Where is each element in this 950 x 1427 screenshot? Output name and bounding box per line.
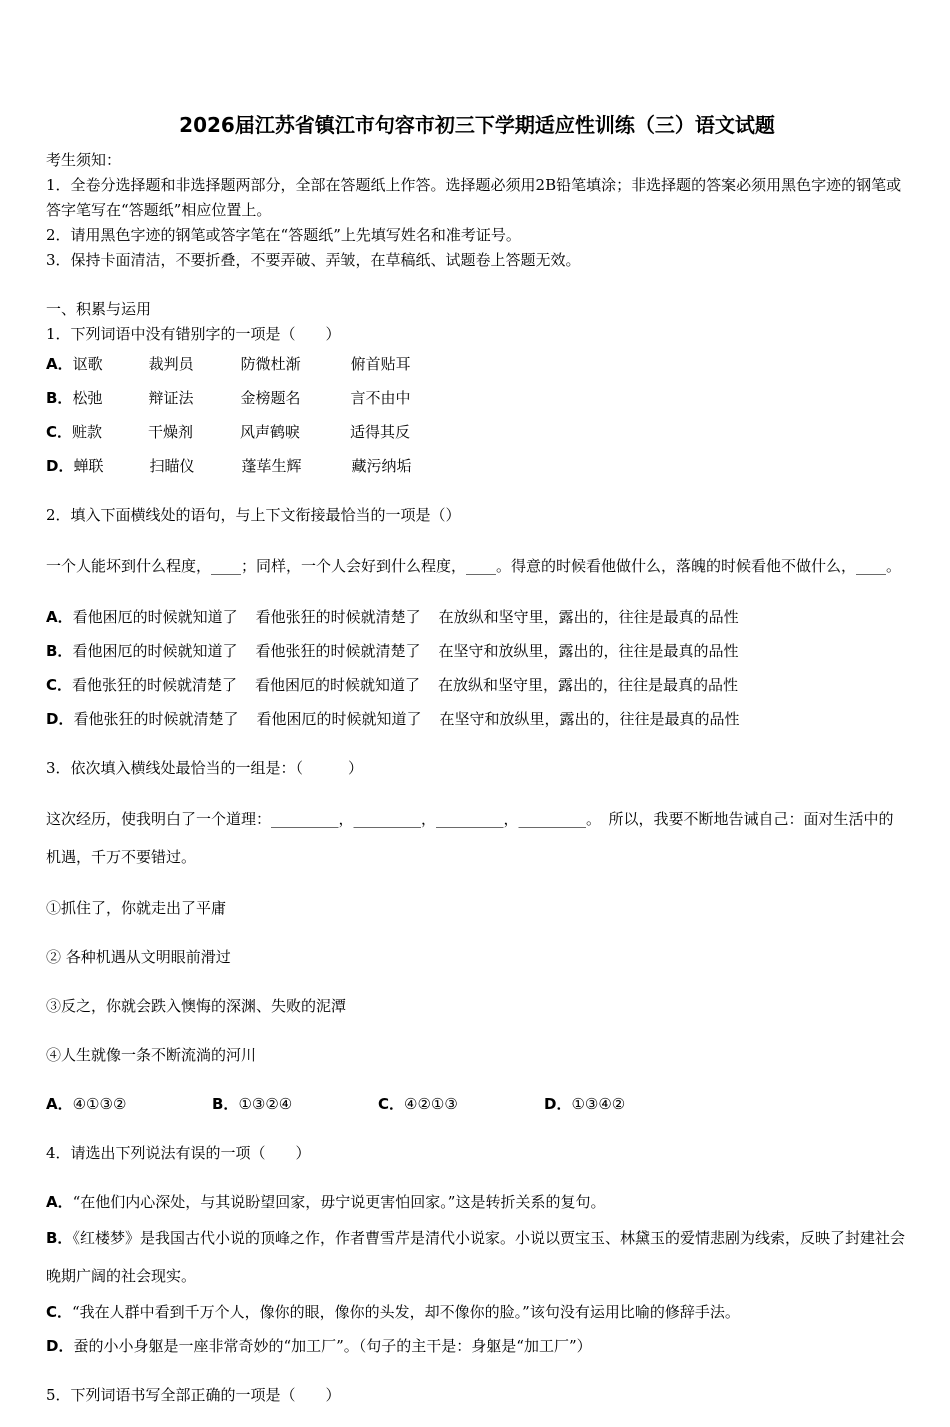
option-word: 金榜题名	[240, 389, 301, 407]
question-stem: 1．下列词语中没有错别字的一项是（ ）	[46, 325, 341, 343]
option-value: ④①③②	[72, 1095, 127, 1113]
list-item: ①抓住了，你就走出了平庸	[46, 899, 227, 917]
option-part: 看他困厄的时候就知道了	[72, 642, 238, 660]
option-letter: A．	[46, 608, 73, 626]
option-part: 看他困厄的时候就知道了	[255, 676, 421, 694]
option-letter: A．	[46, 355, 73, 373]
option-word: 风声鹤唳	[240, 423, 301, 441]
option-b	[46, 1219, 908, 1295]
question-stem: 2．填入下面横线处的语句，与上下文衔接最恰当的一项是（）	[46, 506, 461, 524]
option-word: 防微杜渐	[240, 355, 301, 373]
option-letter: B．	[46, 642, 73, 660]
option-a	[46, 1185, 908, 1219]
section-heading: 一、积累与运用	[46, 300, 152, 318]
option-c	[46, 415, 908, 449]
option-letter: B．	[212, 1095, 239, 1113]
option-letter: D．	[46, 457, 74, 475]
option-part: 在放纵和坚守里，露出的，往往是最真的品性	[438, 608, 739, 626]
option-part: 看他困厄的时候就知道了	[72, 608, 238, 626]
question-1	[46, 322, 908, 483]
question-2	[46, 498, 908, 736]
question-text: 这次经历，使我明白了一个道理：_________，_________，_________，_________。 所以，我要不断地告诫自己：面对生活中的机遇，千万不要错过。	[46, 810, 894, 866]
option-part: 在坚守和放纵里，露出的，往往是最真的品性	[438, 642, 739, 660]
option-part: 看他张狂的时候就清楚了	[255, 608, 421, 626]
exam-page	[46, 108, 908, 1427]
option-letter: C．	[46, 1303, 73, 1321]
option-part: 在放纵和坚守里，露出的，往往是最真的品性	[438, 676, 739, 694]
list-item: ③反之，你就会跌入懊悔的深渊、失败的泥潭	[46, 997, 347, 1015]
option-c	[46, 1295, 908, 1329]
option-d	[544, 1087, 710, 1121]
option-word: 干燥剂	[148, 423, 194, 441]
option-letter: D．	[46, 1337, 74, 1355]
notice-item-1: 1．全卷分选择题和非选择题两部分，全部在答题纸上作答。选择题必须用2B铅笔填涂；非选择题的答案必须用黑色字迹的钢笔或答字笔写在“答题纸”相应位置上。	[46, 176, 902, 219]
option-part: 看他困厄的时候就知道了	[256, 710, 422, 728]
option-d	[46, 449, 908, 483]
option-part: 在坚守和放纵里，露出的，往往是最真的品性	[439, 710, 740, 728]
option-a	[46, 1087, 212, 1121]
option-word: 言不由中	[350, 389, 411, 407]
question-stem: 5．下列词语书写全部正确的一项是（ ）	[46, 1386, 341, 1404]
option-word: 赃款	[72, 423, 103, 441]
option-text: “在他们内心深处，与其说盼望回家，毋宁说更害怕回家。”这是转折关系的复句。	[72, 1193, 606, 1211]
option-b	[46, 634, 908, 668]
option-value: ①③④②	[571, 1095, 626, 1113]
question-3	[46, 751, 908, 1121]
question-4	[46, 1136, 908, 1363]
notice-block	[46, 148, 908, 273]
list-item: ② 各种机遇从文明眼前滑过	[46, 948, 231, 966]
option-letter: B．	[46, 389, 73, 407]
option-a	[46, 600, 908, 634]
option-d	[46, 702, 908, 736]
question-5	[46, 1378, 908, 1412]
notice-item-3: 3．保持卡面清洁，不要折叠，不要弄破、弄皱，在草稿纸、试题卷上答题无效。	[46, 251, 581, 269]
option-word: 扫瞄仪	[149, 457, 195, 475]
option-letter: B．	[46, 1229, 73, 1247]
option-letter: C．	[46, 676, 73, 694]
notice-heading: 考生须知：	[46, 151, 122, 169]
question-text: 一个人能坏到什么程度，____；同样，一个人会好到什么程度，____。得意的时候看他做什么，落魄的时候看他不做什么，____。	[46, 557, 902, 575]
option-word: 讴歌	[72, 355, 103, 373]
question-stem: 4．请选出下列说法有误的一项（ ）	[46, 1144, 311, 1162]
option-word: 适得其反	[350, 423, 411, 441]
option-text: 《红楼梦》是我国古代小说的顶峰之作，作者曹雪芹是清代小说家。小说以贾宝玉、林黛玉的爱情悲剧为线索，反映了封建社会晚期广阔的社会现实。	[46, 1229, 905, 1285]
option-b	[212, 1087, 378, 1121]
option-a	[46, 347, 908, 381]
notice-item-2: 2．请用黑色字迹的钢笔或答字笔在“答题纸”上先填写姓名和准考证号。	[46, 226, 521, 244]
option-value: ④②①③	[404, 1095, 458, 1113]
option-letter: C．	[378, 1095, 405, 1113]
option-part: 看他张狂的时候就清楚了	[255, 642, 421, 660]
option-b	[46, 381, 908, 415]
option-word: 松弛	[72, 389, 103, 407]
option-word: 裁判员	[148, 355, 194, 373]
option-letter: A．	[46, 1193, 73, 1211]
option-c	[378, 1087, 544, 1121]
option-word: 辩证法	[148, 389, 194, 407]
option-word: 蓬荜生辉	[241, 457, 302, 475]
option-word: 蝉联	[73, 457, 104, 475]
option-letter: D．	[544, 1095, 572, 1113]
option-text: 蚕的小小身躯是一座非常奇妙的“加工厂”。（句子的主干是：身躯是“加工厂”）	[73, 1337, 592, 1355]
option-d	[46, 1329, 908, 1363]
option-letter: C．	[46, 423, 73, 441]
option-part: 看他张狂的时候就清楚了	[72, 676, 238, 694]
option-value: ①③②④	[238, 1095, 293, 1113]
option-letter: D．	[46, 710, 74, 728]
option-part: 看他张狂的时候就清楚了	[73, 710, 239, 728]
list-item: ④人生就像一条不断流淌的河川	[46, 1046, 257, 1064]
option-text: “我在人群中看到千万个人，像你的眼，像你的头发，却不像你的脸。”该句没有运用比喻的修辞手法。	[72, 1303, 740, 1321]
option-word: 藏污纳垢	[351, 457, 412, 475]
page-title: 2026届江苏省镇江市句容市初三下学期适应性训练（三）语文试题	[179, 113, 775, 137]
options-row	[46, 1087, 908, 1121]
question-stem: 3．依次填入横线处最恰当的一组是：（ ）	[46, 759, 364, 777]
option-word: 俯首贴耳	[350, 355, 411, 373]
option-c	[46, 668, 908, 702]
option-letter: A．	[46, 1095, 73, 1113]
